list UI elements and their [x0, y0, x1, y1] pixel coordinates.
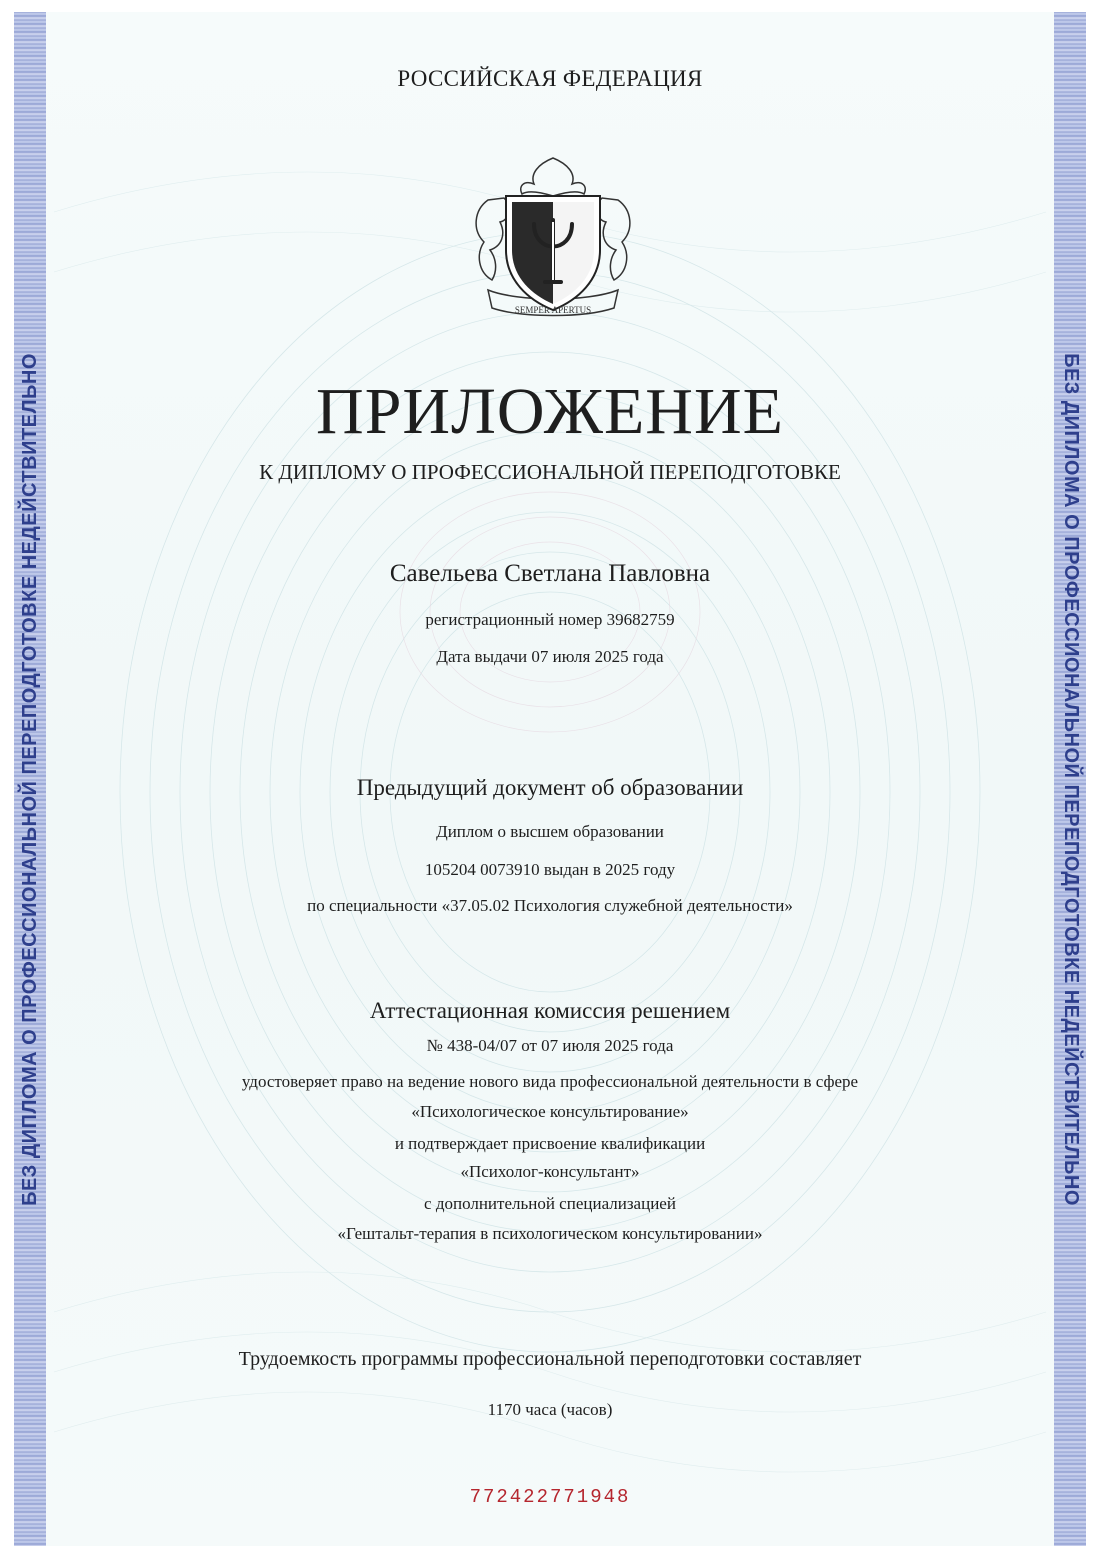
issue-date: Дата выдачи 07 июля 2025 года [436, 647, 664, 666]
labor-intensity-text: Трудоемкость программы профессиональной переподготовки составляет [238, 1348, 862, 1370]
university-emblem [468, 150, 638, 328]
attestation-heading: Аттестационная комиссия решением [369, 998, 731, 1023]
previous-education-line: Диплом о высшем образовании [436, 822, 664, 841]
attestation-line: № 438-04/07 от 07 июля 2025 года [426, 1036, 674, 1055]
country-heading: РОССИЙСКАЯ ФЕДЕРАЦИЯ [397, 66, 703, 91]
border-text-left: БЕЗ ДИПЛОМА О ПРОФЕССИОНАЛЬНОЙ ПЕРЕПОДГОТОВКЕ НЕДЕЙСТВИТЕЛЬНО [18, 352, 41, 1206]
previous-education-line: по специальности «37.05.02 Психология служебной деятельности» [307, 896, 793, 915]
document-subtitle: К ДИПЛОМУ О ПРОФЕССИОНАЛЬНОЙ ПЕРЕПОДГОТОВКЕ [259, 460, 841, 484]
program-hours: 1170 часа (часов) [487, 1400, 613, 1419]
attestation-line: «Гештальт-терапия в психологическом консультировании» [337, 1224, 763, 1243]
attestation-line: «Психолог-консультант» [460, 1162, 640, 1181]
emblem-motto: SEMPER APERTUS [514, 305, 592, 315]
document-title: ПРИЛОЖЕНИЕ [316, 375, 784, 448]
border-text-right: БЕЗ ДИПЛОМА О ПРОФЕССИОНАЛЬНОЙ ПЕРЕПОДГОТОВКЕ НЕДЕЙСТВИТЕЛЬНО [1059, 352, 1082, 1206]
previous-education-line: 105204 0073910 выдан в 2025 году [424, 860, 676, 879]
registration-number: регистрационный номер 39682759 [425, 610, 675, 629]
holder-name: Савельева Светлана Павловна [389, 560, 711, 587]
attestation-line: «Психологическое консультирование» [411, 1102, 689, 1121]
attestation-line: и подтверждает присвоение квалификации [394, 1134, 706, 1153]
serial-number: 772422771948 [469, 1486, 631, 1508]
previous-education-heading: Предыдущий документ об образовании [356, 775, 744, 800]
attestation-line: удостоверяет право на ведение нового вида профессиональной деятельности в сфере [241, 1072, 859, 1091]
attestation-line: с дополнительной специализацией [424, 1194, 676, 1213]
